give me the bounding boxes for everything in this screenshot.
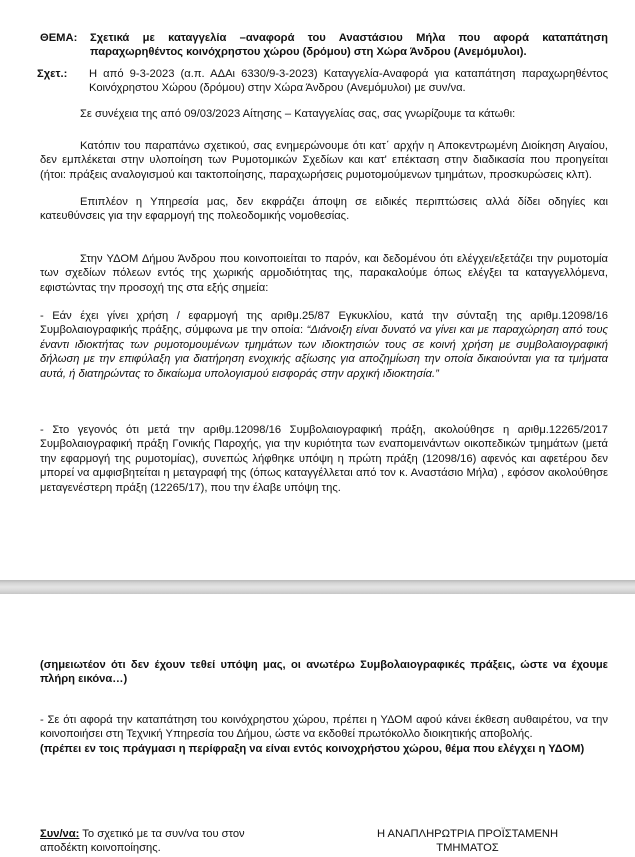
- subject-block: [40, 31, 608, 60]
- attachments-note: [40, 827, 280, 856]
- reference-block: [37, 67, 608, 96]
- signature-block: [355, 827, 580, 856]
- paragraph-7-note: (πρέπει εν τοις πράγμασι η περίφραξη να είναι εντός κοινοχρήστου χώρου, θέμα που ελέγχει η ΥΔΟΜ): [40, 742, 585, 755]
- reference-label: Σχετ.:: [37, 68, 68, 80]
- paragraph-4: [40, 309, 608, 381]
- paragraph-2: Επιπλέον η Υπηρεσία μας, δεν εκφράζει άποψη σε ειδικές περιπτώσεις αλλά δίδει οδηγίες και κατευθύνσεις για την εφαρμογή της πολεοδομικής νομοθεσίας.: [40, 196, 608, 223]
- paragraph-5: - Στο γεγονός ότι μετά την αριθμ.12098/16 Συμβολαιογραφική πράξη, ακολούθησε η αριθμ.12265/2017 Συμβολαιογραφική πράξη Γονικής Παροχής, για την κυριότητα των εναπομεινάντων οικοπεδικών τμημάτων (μετά την εφαρμογή της ρυμοτομίας), συνεπώς λήφθηκε υπόψη η πρώτη πράξη (12098/16) αφενός και αφετέρου δεν μπορεί να αμφισβητείται η μεταγραφή της (όπως καταγγέλλεται από τον κ. Αναστάσιο Μήλα) , εφόσον ακολούθησε μεταγενέστερη πράξη (12265/17), που την έλαβε υπόψη της.: [40, 424, 608, 494]
- subject-label: ΘΕΜΑ:: [40, 32, 78, 44]
- attachments-label: Συν/να:: [40, 828, 80, 840]
- subject-text: Σχετικά με καταγγελία –αναφορά του Αναστάσιου Μήλα που αφορά καταπάτηση παραχωρηθέντος κοινόχρηστου χώρου (δρόμου) στη Χώρα Άνδρου (Ανεμόμυλοι).: [90, 32, 608, 59]
- intro-line: Σε συνέχεια της από 09/03/2023 Αίτησης – Καταγγελίας σας, σας γνωρίζουμε τα κάτωθι:: [80, 108, 516, 120]
- paragraph-4-text: - Εάν έχει γίνει χρήση / εφαρμογή της αριθμ.25/87 Εγκυκλίου, κατά την σύνταξη της αριθμ.12098/16 Συμβολαιογραφικής πράξης, σύμφωνα με την οποία:: [40, 310, 608, 337]
- paragraph-7: [40, 713, 608, 756]
- paragraph-6-note: (σημειωτέον ότι δεν έχουν τεθεί υπόψη μας, οι ανωτέρω Συμβολαιογραφικές πράξεις, ώστε να έχουμε πλήρη εικόνα…): [40, 659, 608, 686]
- paragraph-3: Στην ΥΔΟΜ Δήμου Άνδρου που κοινοποιείται το παρόν, και δεδομένου ότι ελέγχει/εξετάζει την ρυμοτομία των σχεδίων πόλεων εντός της χωρικής αρμοδιότητας της, παρακαλούμε όπως ελέγξει τα καταγγελλόμενα, εφιστώντας την προσοχή της στα εξής σημεία:: [40, 253, 608, 294]
- attachments-text: Το σχετικό με τα συν/να του στον αποδέκτη κοινοποίησης.: [40, 828, 245, 855]
- signature-department: ΤΜΗΜΑΤΟΣ: [436, 842, 499, 855]
- page-break: [0, 580, 635, 594]
- paragraph-7-text: - Σε ότι αφορά την καταπάτηση του κοινόχρηστου χώρου, πρέπει η ΥΔΟΜ αφού κάνει έκθεση αυθαιρέτου, να την κοινοποιήσει στη Τεχνική Υπηρεσία του Δήμου, ώστε να εκδοθεί πρωτόκολλο διοικητικής αποβολής.: [40, 714, 608, 741]
- circular-quote: “Διάνοιξη είναι δυνατό να γίνει και με παραχώρηση από τους έναντι ιδιοκτήτας των ρυμοτομουμένων τμημάτων των ιδιοκτησιών τους σε κοινή χρήση με συμβολαιογραφική δήλωση με την επιφύλαξη για διατήρηση ενοχικής αξίωσης για αποζημίωση την οποία δικαιούνται για τα τμήματα αυτά, ή διατηρώντας το δικαίωμα υπολογισμού εισφοράς στην αρχική ιδιοκτησία.”: [40, 324, 608, 380]
- reference-text: Η από 9-3-2023 (α.π. ΑΔΑι 6330/9-3-2023) Καταγγελία-Αναφορά για καταπάτηση παραχωρηθέντος Κοινόχρηστου Χώρου (δρόμου) στην Χώρα Άνδρου (Ανεμόμυλοι) με συν/να.: [89, 68, 608, 95]
- signature-title: Η ΑΝΑΠΛΗΡΩΤΡΙΑ ΠΡΟΪΣΤΑΜΕΝΗ: [376, 828, 559, 840]
- paragraph-1: Κατόπιν του παραπάνω σχετικού, σας ενημερώνουμε ότι κατ΄ αρχήν η Αποκεντρωμένη Διοίκηση Αιγαίου, δεν εμπλέκεται στην υλοποίηση των Ρυμοτομικών Σχεδίων και κατ' επέκταση στην διαδικασία που προηγείται (ήτοι: πράξεις αναλογισμού και τακτοποίησης, παραχωρήσεις ρυμοτομούμενων τμημάτων, προσκυρώσεις κλπ).: [40, 140, 608, 181]
